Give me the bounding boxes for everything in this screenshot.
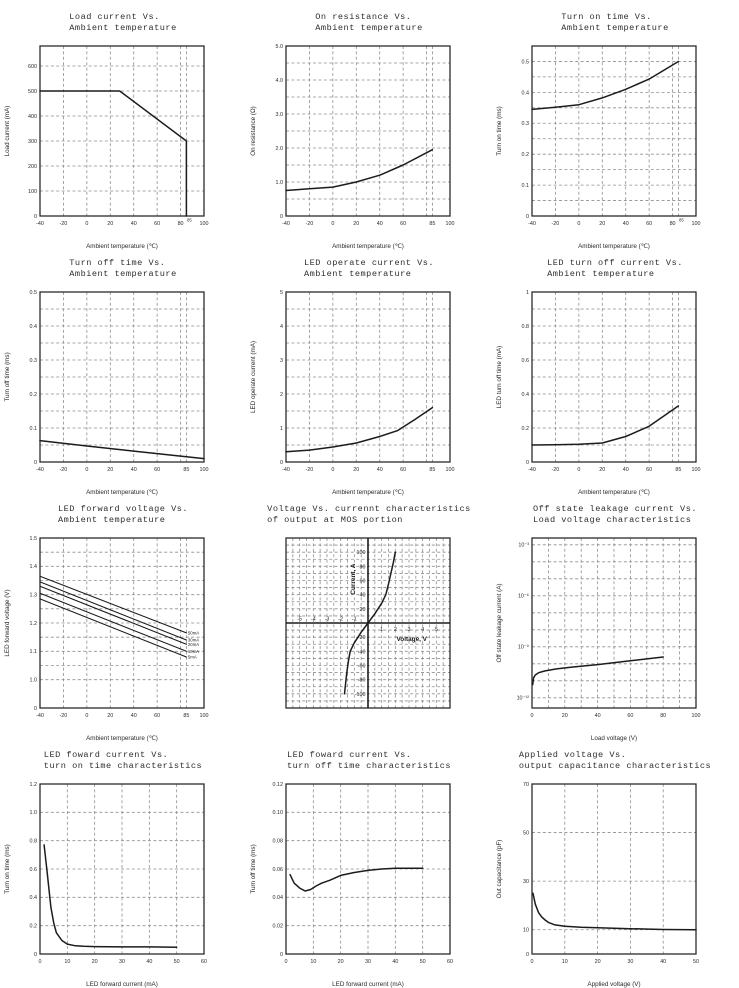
svg-text:-20: -20 bbox=[59, 221, 68, 227]
svg-text:0.3: 0.3 bbox=[29, 357, 37, 364]
turn-on-time-plot bbox=[492, 38, 738, 250]
svg-text:60: 60 bbox=[201, 959, 207, 965]
svg-text:0.2: 0.2 bbox=[29, 923, 37, 930]
led-turn-off-current-plot bbox=[492, 284, 738, 496]
svg-text:0: 0 bbox=[280, 213, 283, 220]
svg-text:20: 20 bbox=[353, 467, 360, 473]
svg-text:Turn on time (ms): Turn on time (ms) bbox=[4, 844, 11, 894]
svg-text:85: 85 bbox=[429, 221, 436, 227]
svg-text:40: 40 bbox=[392, 959, 399, 965]
svg-text:-20: -20 bbox=[551, 221, 560, 227]
svg-text:0.8: 0.8 bbox=[521, 323, 529, 330]
chart-title bbox=[246, 504, 492, 530]
svg-text:-80: -80 bbox=[357, 677, 366, 684]
svg-text:LED forward current (mA): LED forward current (mA) bbox=[86, 981, 158, 988]
svg-text:85: 85 bbox=[429, 467, 436, 473]
svg-text:0: 0 bbox=[331, 221, 335, 227]
voltage-vs-current-mos-output-chart bbox=[246, 496, 492, 742]
svg-text:0: 0 bbox=[526, 459, 529, 466]
svg-text:100: 100 bbox=[199, 467, 209, 473]
turn-off-time-vs-current-plot bbox=[246, 776, 492, 988]
svg-text:10: 10 bbox=[64, 959, 71, 965]
chart-title-line2: Ambient temperature bbox=[69, 23, 177, 34]
svg-text:50: 50 bbox=[523, 830, 529, 837]
chart-title-line1: LED foward current Vs. bbox=[43, 750, 169, 760]
turn-on-time-vs-current-plot bbox=[0, 776, 246, 988]
chart-title-line1: LED turn off current Vs. bbox=[547, 258, 683, 268]
svg-text:0: 0 bbox=[280, 951, 283, 958]
svg-text:Turn off time (ms): Turn off time (ms) bbox=[4, 352, 11, 402]
svg-text:60: 60 bbox=[400, 221, 407, 227]
svg-text:0.06: 0.06 bbox=[272, 866, 283, 873]
led-forward-voltage-plot bbox=[0, 530, 246, 742]
svg-text:Applied voltage (V): Applied voltage (V) bbox=[587, 981, 641, 988]
svg-text:0.4: 0.4 bbox=[29, 895, 37, 902]
svg-text:50mA: 50mA bbox=[187, 630, 200, 636]
svg-text:0: 0 bbox=[34, 213, 37, 220]
chart-title-line2: turn on time characteristics bbox=[43, 761, 203, 772]
svg-text:0: 0 bbox=[577, 467, 581, 473]
svg-text:1.0: 1.0 bbox=[29, 677, 37, 684]
svg-text:Ambient temperature (℃): Ambient temperature (℃) bbox=[86, 489, 158, 496]
svg-text:Off state leakage current (A): Off state leakage current (A) bbox=[496, 583, 503, 663]
svg-text:20: 20 bbox=[599, 221, 606, 227]
svg-text:-20: -20 bbox=[357, 635, 366, 642]
svg-text:50: 50 bbox=[419, 959, 426, 965]
chart-title-line2: Ambient temperature bbox=[303, 269, 412, 280]
svg-text:Ambient temperature (℃): Ambient temperature (℃) bbox=[332, 489, 404, 496]
off-state-leakage-current-vs-load-voltage-chart bbox=[492, 496, 738, 742]
svg-text:60: 60 bbox=[627, 713, 634, 719]
svg-text:0.08: 0.08 bbox=[272, 838, 283, 845]
chart-title bbox=[0, 12, 246, 38]
chart-title-line2: Ambient temperature bbox=[561, 23, 669, 34]
chart-title bbox=[246, 750, 492, 776]
svg-text:Turn on time (ms): Turn on time (ms) bbox=[496, 106, 503, 156]
svg-text:2.0: 2.0 bbox=[275, 145, 283, 152]
chart-title bbox=[492, 750, 738, 776]
svg-text:20: 20 bbox=[359, 606, 366, 613]
chart-title-line2: Ambient temperature bbox=[547, 269, 655, 280]
svg-text:0.2: 0.2 bbox=[29, 391, 37, 398]
svg-text:30mA: 30mA bbox=[187, 637, 200, 643]
svg-text:40: 40 bbox=[146, 959, 153, 965]
svg-text:2: 2 bbox=[393, 627, 397, 633]
svg-text:Ambient temperature (℃): Ambient temperature (℃) bbox=[86, 735, 158, 742]
chart-title bbox=[0, 750, 246, 776]
svg-text:-40: -40 bbox=[357, 649, 366, 656]
svg-text:0: 0 bbox=[577, 221, 581, 227]
svg-text:0.8: 0.8 bbox=[29, 838, 37, 845]
svg-text:4: 4 bbox=[280, 323, 283, 330]
svg-text:10mA: 10mA bbox=[187, 648, 200, 654]
svg-text:100: 100 bbox=[199, 221, 209, 227]
svg-text:-100: -100 bbox=[354, 691, 366, 698]
svg-text:Ambient temperature (℃): Ambient temperature (℃) bbox=[578, 243, 650, 250]
svg-text:5: 5 bbox=[434, 627, 438, 633]
svg-text:0.10: 0.10 bbox=[272, 810, 283, 817]
svg-text:1.2: 1.2 bbox=[29, 781, 37, 788]
svg-text:100: 100 bbox=[691, 221, 701, 227]
svg-text:10⁻⁹: 10⁻⁹ bbox=[517, 644, 529, 651]
chart-title-line2: of output at MOS portion bbox=[267, 515, 403, 526]
svg-text:60: 60 bbox=[646, 467, 653, 473]
svg-text:-3: -3 bbox=[324, 616, 330, 623]
svg-text:30: 30 bbox=[523, 879, 529, 886]
svg-text:-2: -2 bbox=[338, 616, 344, 623]
svg-text:85: 85 bbox=[183, 713, 190, 719]
chart-title bbox=[0, 504, 246, 530]
turn-off-time-plot bbox=[0, 284, 246, 496]
svg-text:20: 20 bbox=[353, 221, 360, 227]
svg-text:10: 10 bbox=[523, 927, 529, 934]
chart-title-line1: Voltage Vs. currennt characteristics bbox=[267, 504, 471, 514]
svg-text:40: 40 bbox=[594, 713, 601, 719]
svg-text:0.4: 0.4 bbox=[521, 90, 529, 97]
svg-text:300: 300 bbox=[28, 138, 37, 145]
chart-title-line2: output capacitance characteristics bbox=[518, 761, 712, 772]
svg-text:-40: -40 bbox=[36, 221, 44, 227]
svg-text:1: 1 bbox=[526, 289, 529, 296]
svg-text:1.2: 1.2 bbox=[29, 620, 37, 627]
svg-text:100: 100 bbox=[199, 713, 209, 719]
svg-text:-40: -40 bbox=[36, 713, 44, 719]
svg-text:1.3: 1.3 bbox=[29, 592, 37, 599]
svg-text:4.0: 4.0 bbox=[275, 77, 283, 84]
svg-text:0.02: 0.02 bbox=[272, 923, 283, 930]
svg-text:-20: -20 bbox=[551, 467, 560, 473]
off-state-leakage-plot bbox=[492, 530, 738, 742]
chart-title-line2: Ambient temperature bbox=[69, 269, 177, 280]
svg-text:200: 200 bbox=[28, 163, 37, 170]
svg-text:40: 40 bbox=[622, 221, 629, 227]
svg-text:1.4: 1.4 bbox=[29, 564, 37, 571]
svg-text:4: 4 bbox=[421, 627, 425, 633]
svg-text:85: 85 bbox=[679, 217, 684, 223]
turn-on-time-vs-ambient-temperature-chart bbox=[492, 4, 738, 250]
svg-text:Ambient temperature (℃): Ambient temperature (℃) bbox=[332, 243, 404, 250]
chart-title-line2: turn off time characteristics bbox=[286, 761, 452, 772]
led-forward-voltage-vs-ambient-temperature-chart bbox=[0, 496, 246, 742]
led-forward-current-vs-turn-on-time-chart bbox=[0, 742, 246, 988]
chart-title-line1: Applied voltage Vs. bbox=[518, 750, 627, 760]
svg-text:85: 85 bbox=[183, 467, 190, 473]
chart-title-line1: Turn off time Vs. bbox=[69, 258, 166, 268]
svg-text:1.0: 1.0 bbox=[275, 179, 283, 186]
svg-text:100: 100 bbox=[445, 221, 455, 227]
svg-text:0.5: 0.5 bbox=[521, 59, 529, 66]
chart-title-line1: Load current Vs. bbox=[69, 12, 160, 22]
svg-text:-40: -40 bbox=[282, 467, 290, 473]
svg-text:100: 100 bbox=[28, 188, 37, 195]
chart-title-line1: LED foward current Vs. bbox=[286, 750, 412, 760]
svg-text:Load voltage (V): Load voltage (V) bbox=[590, 735, 638, 742]
svg-text:20: 20 bbox=[594, 959, 601, 965]
svg-text:20: 20 bbox=[107, 467, 114, 473]
svg-text:40: 40 bbox=[660, 959, 667, 965]
svg-text:Ambient temperature (℃): Ambient temperature (℃) bbox=[578, 489, 650, 496]
svg-text:40: 40 bbox=[376, 467, 383, 473]
svg-text:60: 60 bbox=[646, 221, 653, 227]
svg-text:40: 40 bbox=[622, 467, 629, 473]
svg-text:1.1: 1.1 bbox=[29, 649, 37, 656]
svg-text:Voltage, V: Voltage, V bbox=[396, 636, 427, 643]
svg-text:0.5: 0.5 bbox=[29, 289, 37, 296]
svg-text:40: 40 bbox=[376, 221, 383, 227]
chart-title bbox=[492, 504, 738, 530]
svg-text:Out capacitance (pF): Out capacitance (pF) bbox=[496, 839, 503, 899]
svg-text:50: 50 bbox=[173, 959, 180, 965]
svg-text:0.4: 0.4 bbox=[521, 391, 529, 398]
svg-text:100: 100 bbox=[445, 467, 455, 473]
svg-text:Current, A: Current, A bbox=[350, 563, 357, 595]
svg-text:On resistance (Ω): On resistance (Ω) bbox=[250, 106, 257, 156]
svg-text:0.4: 0.4 bbox=[29, 323, 37, 330]
svg-text:LED forward current (mA): LED forward current (mA) bbox=[332, 981, 404, 988]
svg-text:-5: -5 bbox=[297, 616, 303, 623]
svg-text:0.6: 0.6 bbox=[521, 357, 529, 364]
svg-text:20: 20 bbox=[107, 713, 114, 719]
svg-text:0: 0 bbox=[34, 951, 37, 958]
svg-text:-20: -20 bbox=[59, 713, 68, 719]
svg-text:0: 0 bbox=[530, 713, 534, 719]
svg-text:LED turn off time (mA): LED turn off time (mA) bbox=[496, 345, 503, 409]
svg-text:60: 60 bbox=[447, 959, 453, 965]
led-operate-current-vs-ambient-temperature-chart bbox=[246, 250, 492, 496]
svg-text:85: 85 bbox=[187, 217, 192, 223]
svg-text:3: 3 bbox=[407, 627, 411, 633]
svg-text:0.1: 0.1 bbox=[521, 182, 529, 189]
svg-text:50: 50 bbox=[693, 959, 699, 965]
svg-text:-1: -1 bbox=[351, 616, 357, 623]
svg-text:1: 1 bbox=[280, 425, 283, 432]
svg-text:60: 60 bbox=[154, 221, 161, 227]
svg-text:5mA: 5mA bbox=[187, 654, 197, 660]
svg-text:80: 80 bbox=[359, 564, 366, 571]
svg-text:85: 85 bbox=[675, 467, 682, 473]
svg-text:80: 80 bbox=[177, 221, 184, 227]
svg-text:500: 500 bbox=[28, 88, 37, 95]
svg-text:30: 30 bbox=[627, 959, 634, 965]
turn-off-time-vs-ambient-temperature-chart bbox=[0, 250, 246, 496]
svg-text:0.2: 0.2 bbox=[521, 425, 529, 432]
svg-text:0: 0 bbox=[85, 221, 89, 227]
svg-text:40: 40 bbox=[130, 221, 137, 227]
svg-text:0: 0 bbox=[38, 959, 42, 965]
svg-text:40: 40 bbox=[359, 592, 366, 599]
chart-title bbox=[246, 258, 492, 284]
svg-text:1.5: 1.5 bbox=[29, 535, 37, 542]
on-resistance-plot bbox=[246, 38, 492, 250]
svg-text:10⁻⁶: 10⁻⁶ bbox=[517, 593, 529, 600]
svg-text:30: 30 bbox=[119, 959, 125, 965]
svg-text:0: 0 bbox=[526, 951, 529, 958]
chart-title bbox=[492, 258, 738, 284]
chart-title-line1: Off state leakage current Vs. bbox=[532, 504, 698, 514]
svg-text:40: 40 bbox=[130, 467, 137, 473]
svg-text:-40: -40 bbox=[528, 467, 536, 473]
svg-text:60: 60 bbox=[154, 467, 161, 473]
chart-title-line1: LED forward voltage Vs. bbox=[57, 504, 189, 514]
svg-text:-20: -20 bbox=[305, 467, 314, 473]
svg-text:LED forward voltage (V): LED forward voltage (V) bbox=[4, 589, 11, 657]
svg-text:600: 600 bbox=[28, 63, 37, 70]
svg-text:80: 80 bbox=[669, 221, 676, 227]
svg-text:100: 100 bbox=[691, 713, 701, 719]
svg-text:0.6: 0.6 bbox=[29, 866, 37, 873]
chart-title bbox=[246, 12, 492, 38]
svg-text:70: 70 bbox=[523, 781, 529, 788]
svg-text:0: 0 bbox=[34, 705, 37, 712]
svg-text:10: 10 bbox=[561, 959, 568, 965]
svg-text:-40: -40 bbox=[282, 221, 290, 227]
svg-text:20: 20 bbox=[337, 959, 344, 965]
svg-text:400: 400 bbox=[28, 113, 37, 120]
on-resistance-vs-ambient-temperature-chart bbox=[246, 4, 492, 250]
svg-text:0: 0 bbox=[530, 959, 534, 965]
svg-text:Ambient temperature (℃): Ambient temperature (℃) bbox=[86, 243, 158, 250]
svg-text:0: 0 bbox=[280, 459, 283, 466]
svg-text:0: 0 bbox=[284, 959, 288, 965]
svg-text:20: 20 bbox=[599, 467, 606, 473]
svg-text:40: 40 bbox=[130, 713, 137, 719]
svg-text:0: 0 bbox=[331, 467, 335, 473]
svg-text:1.0: 1.0 bbox=[29, 810, 37, 817]
svg-text:60: 60 bbox=[400, 467, 407, 473]
svg-text:-60: -60 bbox=[357, 663, 366, 670]
svg-text:0.3: 0.3 bbox=[521, 121, 529, 128]
svg-text:Load current (mA): Load current (mA) bbox=[4, 105, 11, 157]
svg-text:0.1: 0.1 bbox=[29, 425, 37, 432]
svg-text:100: 100 bbox=[356, 550, 366, 557]
svg-text:60: 60 bbox=[359, 578, 366, 585]
svg-text:5.0: 5.0 bbox=[275, 43, 283, 50]
svg-text:20: 20 bbox=[107, 221, 114, 227]
svg-text:20: 20 bbox=[91, 959, 98, 965]
svg-text:0: 0 bbox=[85, 713, 89, 719]
svg-text:80: 80 bbox=[660, 713, 667, 719]
chart-title-line1: On resistance Vs. bbox=[315, 12, 412, 22]
chart-title-line2: Load voltage characteristics bbox=[532, 515, 692, 526]
svg-text:-4: -4 bbox=[310, 616, 316, 623]
svg-text:Turn off time (ms): Turn off time (ms) bbox=[250, 844, 257, 894]
svg-text:3.0: 3.0 bbox=[275, 111, 283, 118]
svg-text:10: 10 bbox=[310, 959, 317, 965]
svg-text:30: 30 bbox=[365, 959, 371, 965]
svg-text:0: 0 bbox=[85, 467, 89, 473]
svg-text:0.12: 0.12 bbox=[272, 781, 283, 788]
svg-text:-40: -40 bbox=[528, 221, 536, 227]
chart-title-line2: Ambient temperature bbox=[315, 23, 423, 34]
svg-text:100: 100 bbox=[691, 467, 701, 473]
applied-voltage-vs-output-capacitance-chart bbox=[492, 742, 738, 988]
svg-text:2: 2 bbox=[280, 391, 283, 398]
svg-text:3: 3 bbox=[280, 357, 283, 364]
chart-title bbox=[492, 12, 738, 38]
svg-text:0: 0 bbox=[34, 459, 37, 466]
output-capacitance-plot bbox=[492, 776, 738, 988]
svg-text:0: 0 bbox=[526, 213, 529, 220]
svg-text:5: 5 bbox=[280, 289, 283, 296]
svg-text:-20: -20 bbox=[59, 467, 68, 473]
chart-title-line1: Turn on time Vs. bbox=[561, 12, 652, 22]
svg-text:20: 20 bbox=[561, 713, 568, 719]
chart-title bbox=[0, 258, 246, 284]
load-current-plot bbox=[0, 38, 246, 250]
svg-text:-40: -40 bbox=[36, 467, 44, 473]
svg-text:LED operate current (mA): LED operate current (mA) bbox=[250, 340, 257, 414]
svg-text:10⁻¹²: 10⁻¹² bbox=[516, 695, 529, 702]
led-forward-current-vs-turn-off-time-chart bbox=[246, 742, 492, 988]
led-operate-current-plot bbox=[246, 284, 492, 496]
svg-text:-20: -20 bbox=[305, 221, 314, 227]
svg-text:0.04: 0.04 bbox=[272, 895, 283, 902]
svg-text:1: 1 bbox=[380, 627, 384, 633]
chart-title-line1: LED operate current Vs. bbox=[303, 258, 435, 268]
load-current-vs-ambient-temperature-chart bbox=[0, 4, 246, 250]
led-turn-off-current-vs-ambient-temperature-chart bbox=[492, 250, 738, 496]
chart-title-line2: Ambient temperature bbox=[57, 515, 166, 526]
svg-text:60: 60 bbox=[154, 713, 161, 719]
mos-output-iv-plot bbox=[246, 530, 492, 742]
svg-text:0.2: 0.2 bbox=[521, 152, 529, 159]
svg-text:10⁻³: 10⁻³ bbox=[518, 542, 529, 549]
svg-text:20mA: 20mA bbox=[187, 641, 200, 647]
